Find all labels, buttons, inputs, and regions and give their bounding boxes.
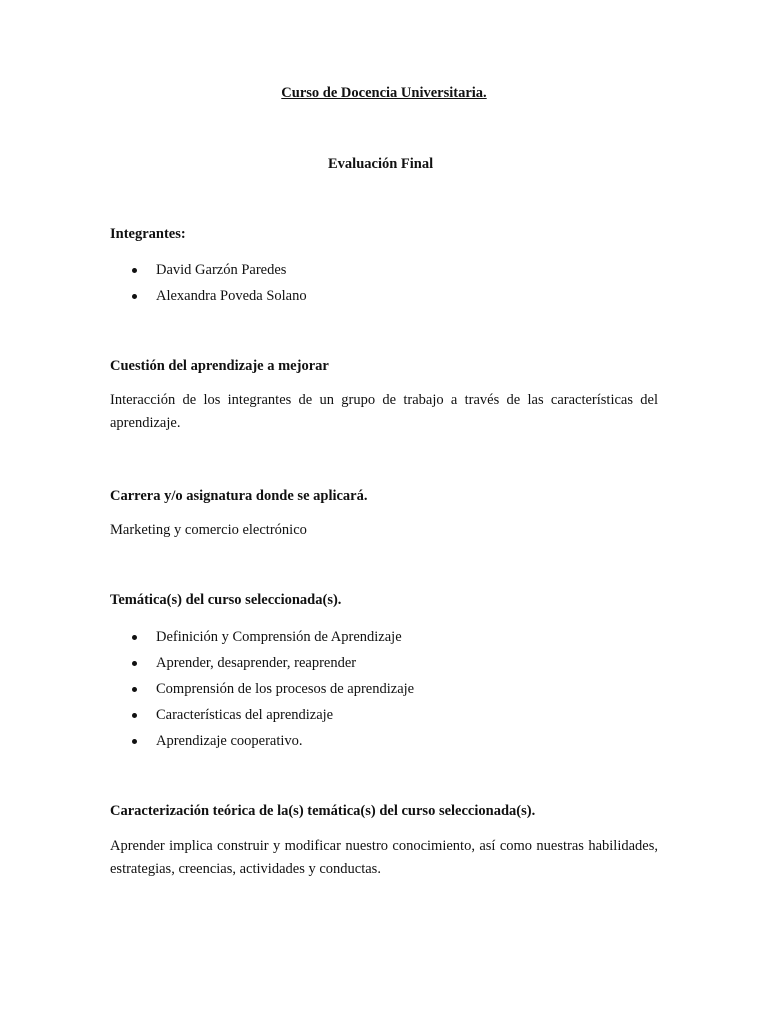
- member-name: Alexandra Poveda Solano: [156, 288, 307, 304]
- list-item: [110, 261, 307, 287]
- career-text: Marketing y comercio electrónico: [110, 522, 307, 538]
- list-item: [110, 680, 414, 706]
- bullet-icon: [132, 635, 137, 640]
- theory-heading: Caracterización teórica de la(s) temática(s) del curso seleccionada(s).: [110, 803, 536, 819]
- bullet-icon: [132, 739, 137, 744]
- learning-heading: Cuestión del aprendizaje a mejorar: [110, 358, 329, 374]
- topics-list: [110, 628, 414, 758]
- bullet-icon: [132, 713, 137, 718]
- members-heading: Integrantes:: [110, 226, 186, 242]
- bullet-icon: [132, 268, 137, 273]
- list-item: [110, 706, 414, 732]
- topic-text: Características del aprendizaje: [156, 707, 334, 723]
- list-item: [110, 287, 307, 313]
- document-title: Curso de Docencia Universitaria.: [281, 85, 487, 101]
- theory-text: Aprender implica construir y modificar nuestro conocimiento, así como nuestras habilidades, estrategias, creencias, actividades y conductas.: [110, 838, 658, 877]
- bullet-icon: [132, 294, 137, 299]
- bullet-icon: [132, 687, 137, 692]
- members-list: [110, 261, 307, 313]
- topic-text: Aprendizaje cooperativo.: [156, 733, 303, 749]
- learning-text: Interacción de los integrantes de un grupo de trabajo a través de las características del aprendizaje.: [110, 392, 658, 431]
- member-name: David Garzón Paredes: [156, 262, 287, 278]
- document-subtitle: Evaluación Final: [328, 156, 434, 172]
- topic-text: Comprensión de los procesos de aprendizaje: [156, 681, 415, 697]
- topic-text: Aprender, desaprender, reaprender: [156, 655, 357, 671]
- topic-text: Definición y Comprensión de Aprendizaje: [156, 629, 402, 645]
- topics-heading: Temática(s) del curso seleccionada(s).: [110, 592, 342, 608]
- list-item: [110, 732, 414, 758]
- career-heading: Carrera y/o asignatura donde se aplicará.: [110, 488, 368, 504]
- bullet-icon: [132, 661, 137, 666]
- list-item: [110, 654, 414, 680]
- list-item: [110, 628, 414, 654]
